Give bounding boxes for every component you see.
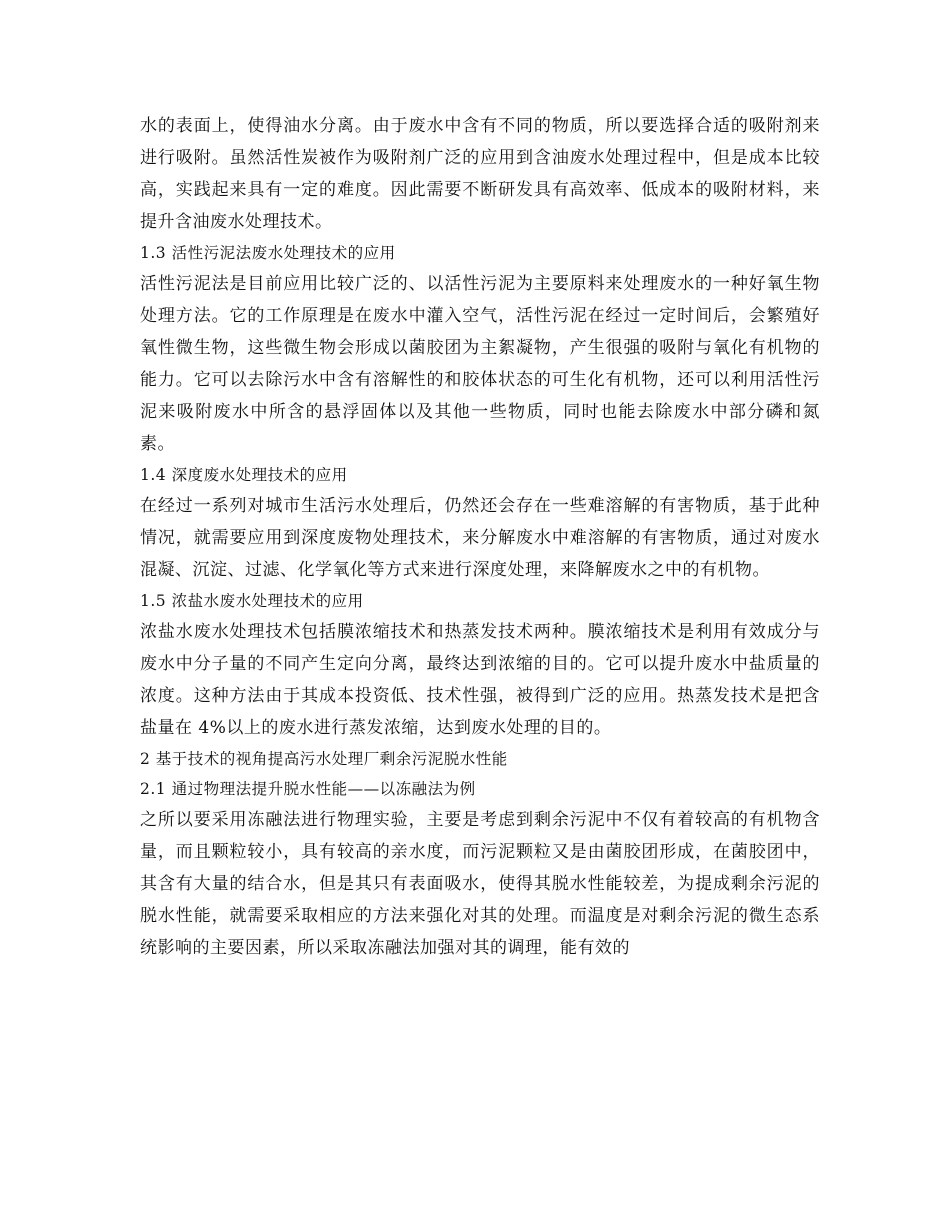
paragraph-adsorption-continued: 水的表面上，使得油水分离。由于废水中含有不同的物质，所以要选择合适的吸附剂来进行吸附。虽然活性炭被作为吸附剂广泛的应用到含油废水处理过程中，但是成本比较高，实践起来具有一定的难度。因此需要不断研发具有高效率、低成本的吸附材料，来提升含油废水处理技术。 <box>140 116 820 232</box>
paragraph-freeze-thaw: 之所以要采用冻融法进行物理实验，主要是考虑到剩余污泥中不仅有着较高的有机物含量，而且颗粒较小，具有较高的亲水度，而污泥颗粒又是由菌胶团形成，在菌胶团中，其含有大量的结合水，但是其只有表面吸水，使得其脱水性能较差，为提成剩余污泥的脱水性能，就需要采取相应的方法来强化对其的处理。而温度是对剩余污泥的微生态系统影响的主要因素，所以采取冻融法加强对其的调理，能有效的 <box>140 810 820 958</box>
heading-2: 2 基于技术的视角提高污水处理厂剩余污泥脱水性能 <box>140 750 508 768</box>
heading-1-3: 1.3 活性污泥法废水处理技术的应用 <box>140 244 396 262</box>
heading-1-4: 1.4 深度废水处理技术的应用 <box>140 466 348 484</box>
document-body <box>140 110 820 964</box>
paragraph-brine-treatment: 浓盐水废水处理技术包括膜浓缩技术和热蒸发技术两种。膜浓缩技术是利用有效成分与废水中分子量的不同产生定向分离，最终达到浓缩的目的。它可以提升废水中盐质量的浓度。这种方法由于其成本投资低、技术性强，被得到广泛的应用。热蒸发技术是把含盐量在 4%以上的废水进行蒸发浓缩，达到废水处理的目的。 <box>140 622 820 738</box>
paragraph-advanced-treatment: 在经过一系列对城市生活污水处理后，仍然还会存在一些难溶解的有害物质，基于此种情况，就需要应用到深度废物处理技术，来分解废水中难溶解的有害物质，通过对废水混凝、沉淀、过滤、化学氧化等方式来进行深度处理，来降解废水之中的有机物。 <box>140 496 820 580</box>
heading-1-5: 1.5 浓盐水废水处理技术的应用 <box>140 592 364 610</box>
paragraph-activated-sludge: 活性污泥法是目前应用比较广泛的、以活性污泥为主要原料来处理废水的一种好氧生物处理方法。它的工作原理是在废水中灌入空气，活性污泥在经过一定时间后，会繁殖好氧性微生物，这些微生物会形成以菌胶团为主絮凝物，产生很强的吸附与氧化有机物的能力。它可以去除污水中含有溶解性的和胶体状态的可生化有机物，还可以利用活性污泥来吸附废水中所含的悬浮固体以及其他一些物质，同时也能去除废水中部分磷和氮素。 <box>140 274 820 454</box>
heading-2-1: 2.1 通过物理法提升脱水性能——以冻融法为例 <box>140 780 476 798</box>
